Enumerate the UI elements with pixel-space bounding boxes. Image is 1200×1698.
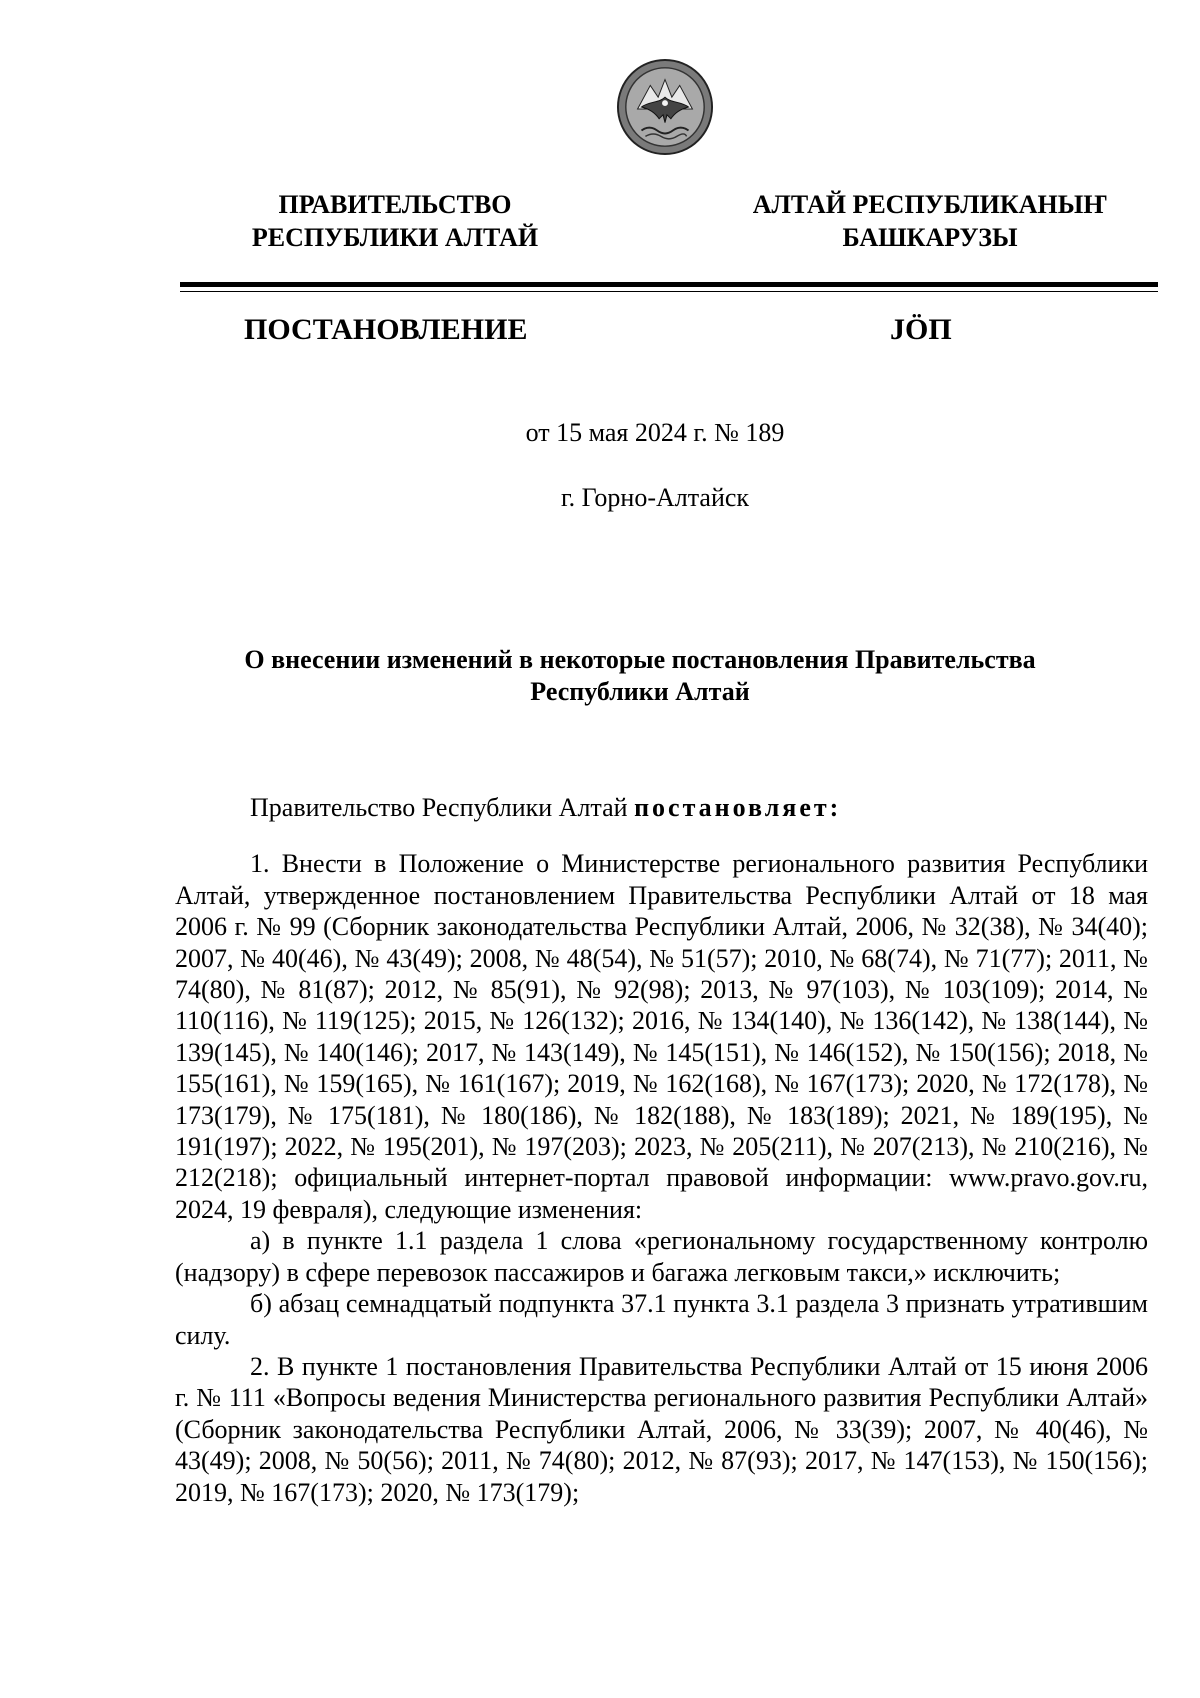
preamble bbox=[175, 792, 1148, 823]
decree-label-alt: JÖП bbox=[890, 313, 952, 346]
document-title-line2: Республики Алтай bbox=[530, 677, 750, 706]
header-right bbox=[710, 188, 1150, 254]
header-left bbox=[175, 188, 615, 254]
header-divider-thin bbox=[180, 291, 1158, 292]
header-right-line1: АЛТАЙ РЕСПУБЛИКАНЫҤ bbox=[752, 190, 1108, 219]
header-divider-thick bbox=[180, 282, 1158, 287]
document-city: г. Горно-Алтайск bbox=[560, 483, 750, 512]
paragraph-1a: а) в пункте 1.1 раздела 1 слова «региональному государственному контролю (надзору) в сфере перевозок пассажиров и багажа легковым такси,» исключить; bbox=[175, 1226, 1148, 1287]
decree-label-ru: ПОСТАНОВЛЕНИЕ bbox=[244, 313, 528, 346]
preamble-verb: постановляет: bbox=[634, 793, 842, 822]
paragraph-2: 2. В пункте 1 постановления Правительства Республики Алтай от 15 июня 2006 г. № 111 «Вопросы ведения Министерства регионального развития Республики Алтай» (Сборник законодательства Республики Алтай, 2006, № 33(39); 2007, № 40(46), № 43(49); 2008, № 50(56); 2011, № 74(80); 2012, № 87(93); 2017, № 147(153), № 150(156); 2019, № 167(173); 2020, № 173(179); bbox=[175, 1351, 1148, 1507]
header-left-line2: РЕСПУБЛИКИ АЛТАЙ bbox=[251, 223, 539, 252]
document-title bbox=[175, 644, 1105, 708]
document-body bbox=[175, 792, 1148, 1508]
paragraph-1: 1. Внести в Положение о Министерстве регионального развития Республики Алтай, утвержденное постановлением Правительства Республики Алтай от 18 мая 2006 г. № 99 (Сборник законодательства Республики Алтай, 2006, № 32(38), № 34(40); 2007, № 40(46), № 43(49); 2008, № 48(54), № 51(57); 2010, № 68(74), № 71(77); 2011, № 74(80), № 81(87); 2012, № 85(91), № 92(98); 2013, № 97(103), № 103(109); 2014, № 110(116), № 119(125); 2015, № 126(132); 2016, № 134(140), № 136(142), № 138(144), № 139(145), № 140(146); 2017, № 143(149), № 145(151), № 146(152), № 150(156); 2018, № 155(161), № 159(165), № 161(167); 2019, № 162(168), № 167(173); 2020, № 172(178), № 173(179), № 175(181), № 180(186), № 182(188), № 183(189); 2021, № 189(195), № 191(197); 2022, № 195(201), № 197(203); 2023, № 205(211), № 207(213), № 210(216), № 212(218); официальный интернет-портал правовой информации: www.pravo.gov.ru, 2024, 19 февраля), следующие изменения: bbox=[175, 849, 1148, 1224]
preamble-prefix: Правительство Республики Алтай bbox=[250, 793, 635, 822]
header-left-line1: ПРАВИТЕЛЬСТВО bbox=[278, 190, 512, 219]
document-title-line1: О внесении изменений в некоторые постановления Правительства bbox=[244, 645, 1036, 674]
coat-of-arms-icon bbox=[616, 58, 714, 156]
paragraph-1b: б) абзац семнадцатый подпункта 37.1 пункта 3.1 раздела 3 признать утратившим силу. bbox=[175, 1289, 1148, 1350]
document-date: от 15 мая 2024 г. № 189 bbox=[525, 418, 785, 447]
header-right-line2: БАШКАРУЗЫ bbox=[842, 223, 1018, 252]
